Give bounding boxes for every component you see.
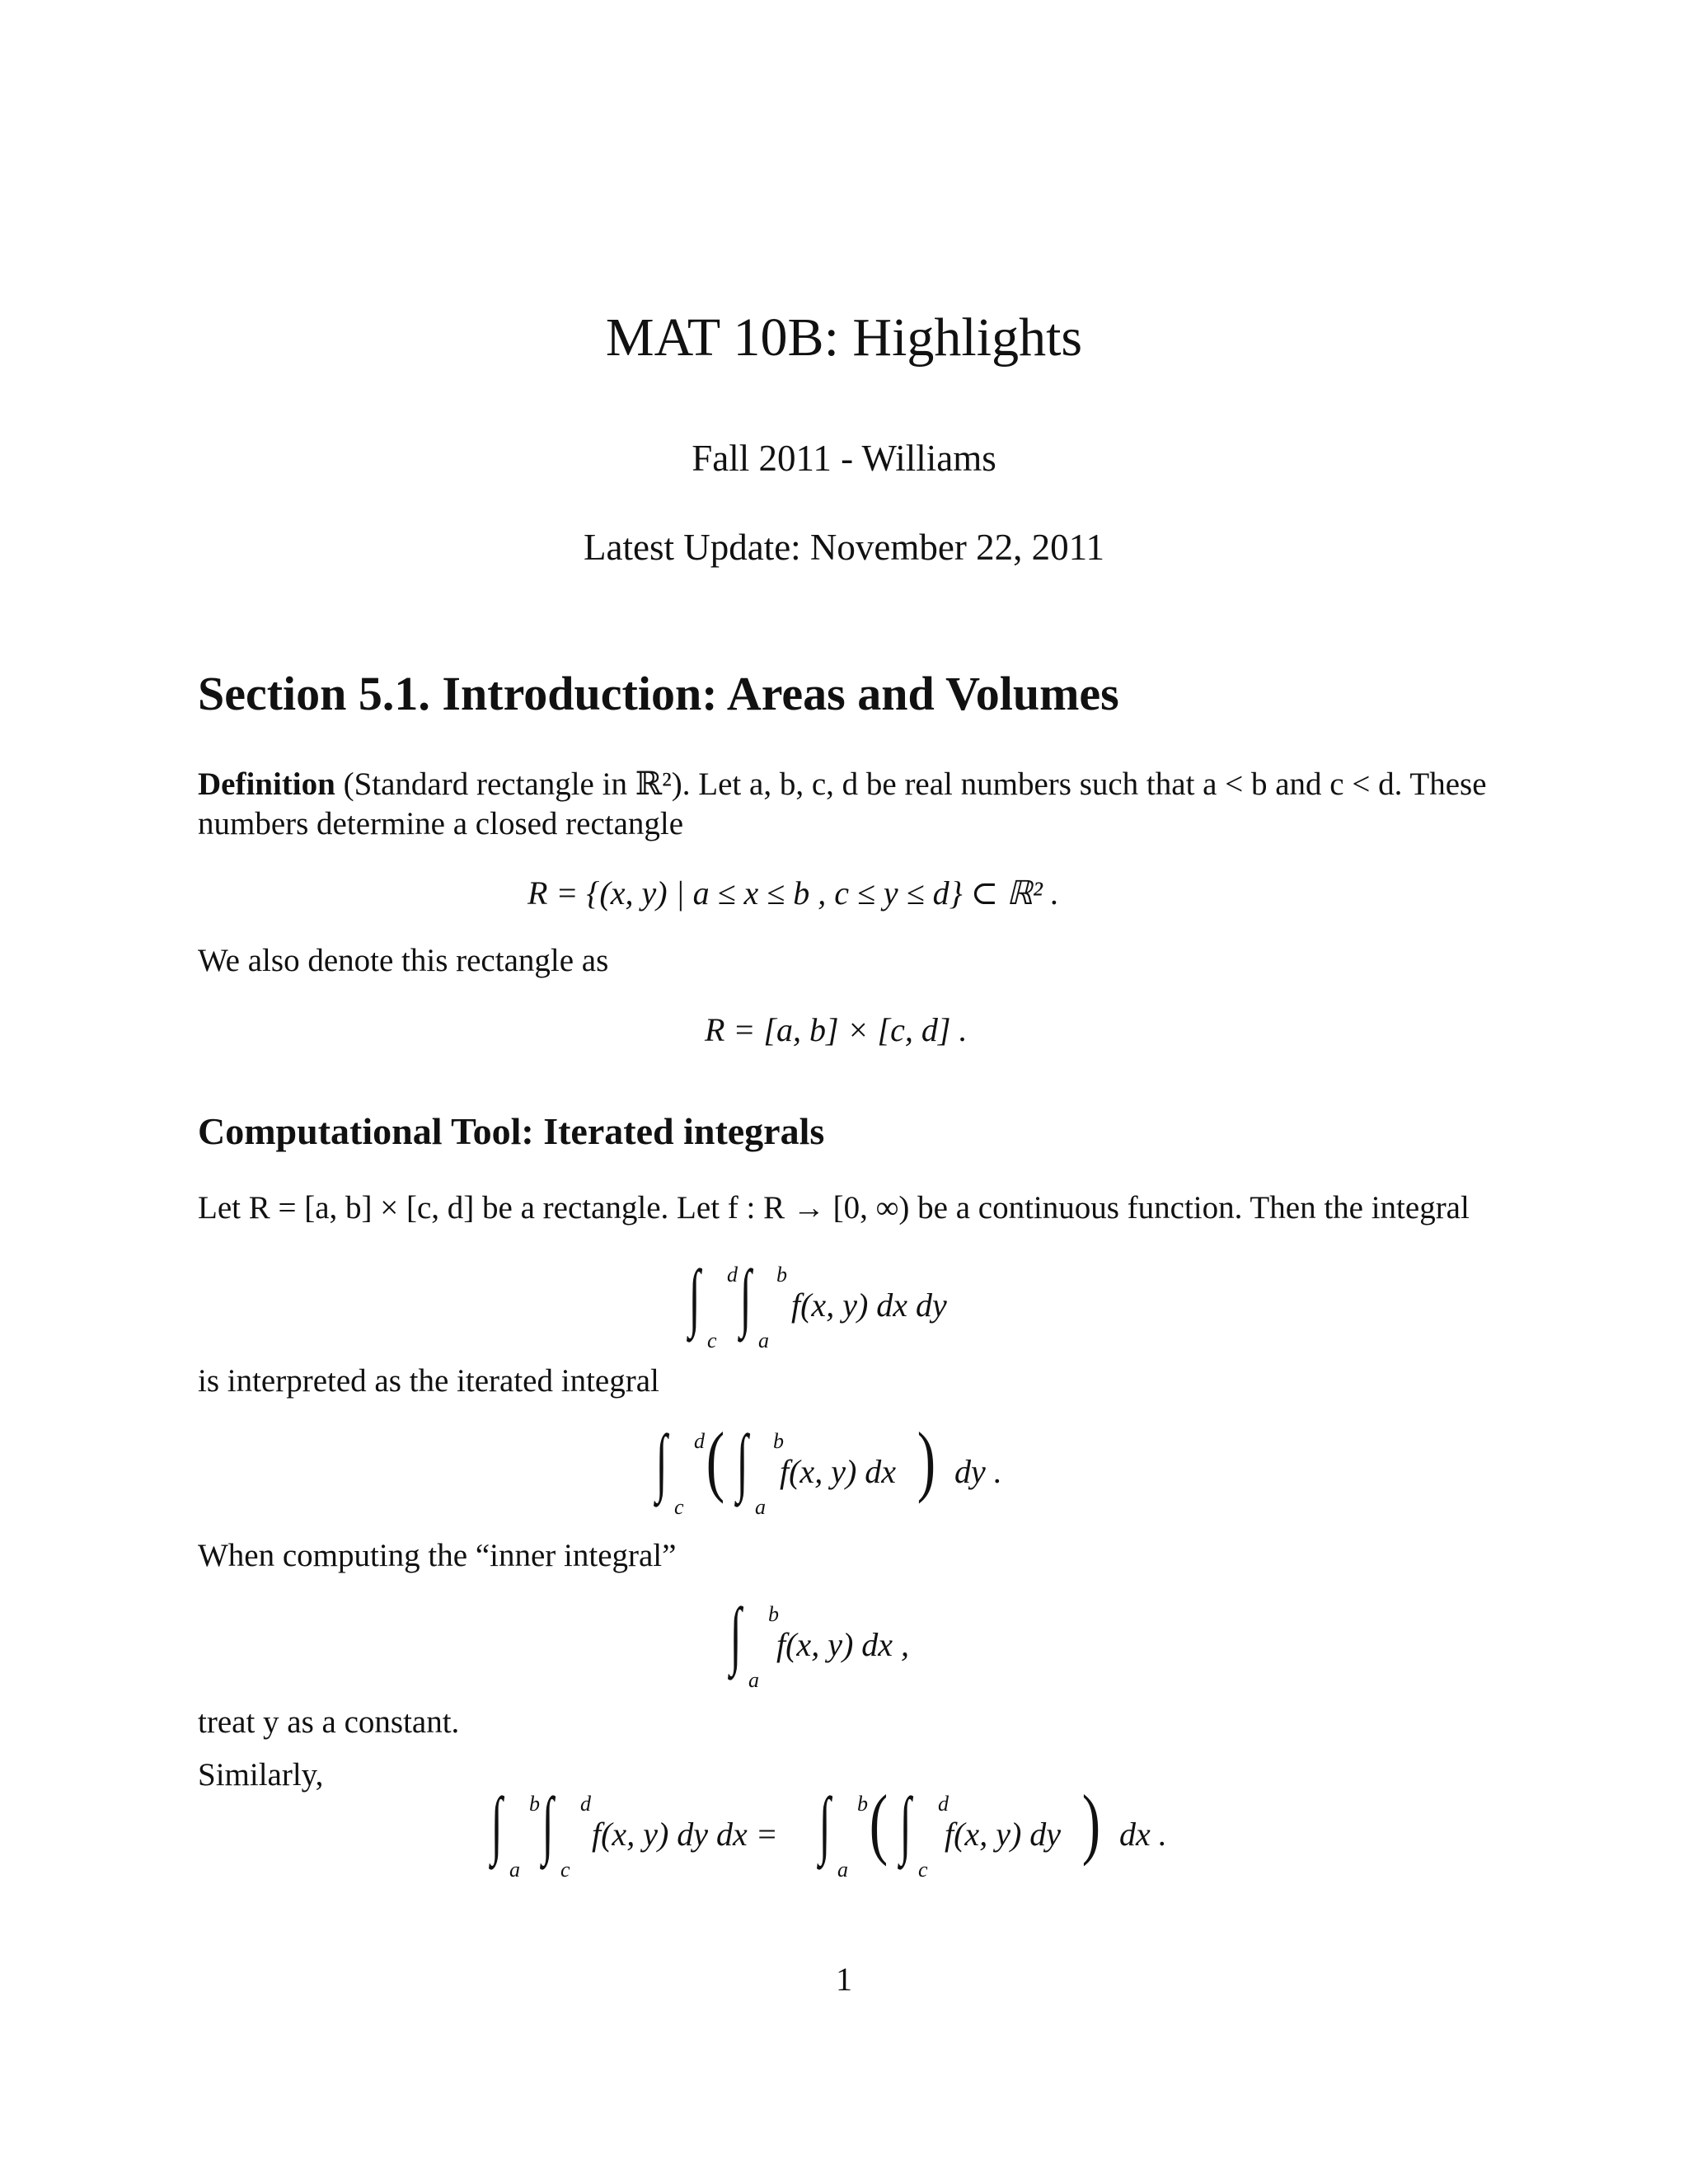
limit-upper: b xyxy=(776,1263,787,1286)
left-side: f(x, y) dy dx = xyxy=(592,1816,778,1853)
limit-upper: b xyxy=(773,1429,784,1453)
limit-lower: a xyxy=(509,1858,520,1882)
inner-integral-text: When computing the “inner integral” xyxy=(198,1538,677,1573)
limit-upper: d xyxy=(580,1792,591,1816)
definition-body: Let a, b, c, d be real numbers such that a < b and c < d. These numbers determine a closed rectangle xyxy=(198,766,1487,841)
limit-upper: d xyxy=(938,1792,949,1816)
limit-lower: a xyxy=(837,1858,848,1882)
integral-sign: ∫ xyxy=(899,1782,912,1866)
definition-paragraph xyxy=(198,765,1492,844)
limit-upper: d xyxy=(694,1429,705,1453)
left-paren: ( xyxy=(706,1416,725,1504)
treat-constant-text: treat y as a constant. xyxy=(198,1704,460,1740)
integrand: f(x, y) dx xyxy=(780,1453,897,1490)
equation-iterated-integral xyxy=(651,1418,1030,1525)
integral-sign: ∫ xyxy=(729,1592,742,1676)
outer-differential: dy . xyxy=(954,1453,1002,1490)
interpreted-text: is interpreted as the iterated integral xyxy=(198,1363,659,1399)
definition-note: (Standard rectangle in ℝ²). xyxy=(343,766,691,802)
iterated-intro: Let R = [a, b] × [c, d] be a rectangle. Let f : R → [0, ∞) be a continuous function. Then the integral xyxy=(198,1190,1470,1226)
left-paren: ( xyxy=(869,1779,889,1867)
similarly-text: Similarly, xyxy=(198,1757,324,1793)
limit-upper: b xyxy=(857,1792,868,1816)
integral-sign: ∫ xyxy=(736,1419,748,1503)
equation-double-integral xyxy=(684,1253,1030,1352)
limit-upper: d xyxy=(727,1263,738,1286)
integrand: f(x, y) dx , xyxy=(776,1626,910,1663)
equation-product: R = [a, b] × [c, d] . xyxy=(705,1011,968,1048)
outer-differential: dx . xyxy=(1119,1816,1167,1853)
page-number: 1 xyxy=(836,1961,852,1998)
limit-lower: a xyxy=(758,1329,769,1352)
limit-lower: a xyxy=(748,1668,759,1692)
equation-inner-integral xyxy=(725,1591,973,1698)
limit-upper: b xyxy=(768,1602,779,1626)
integral-sign: ∫ xyxy=(490,1782,503,1866)
term-line: Fall 2011 - Williams xyxy=(692,438,996,479)
limit-lower: c xyxy=(674,1495,684,1519)
document-title: MAT 10B: Highlights xyxy=(605,307,1083,368)
equation-similarly xyxy=(486,1780,1212,1896)
limit-lower: a xyxy=(755,1495,766,1519)
subsection-heading: Computational Tool: Iterated integrals xyxy=(198,1110,825,1152)
update-line: Latest Update: November 22, 2011 xyxy=(584,527,1104,568)
integral-sign: ∫ xyxy=(542,1782,554,1866)
right-paren: ) xyxy=(917,1416,936,1504)
section-heading: Section 5.1. Introduction: Areas and Volumes xyxy=(198,667,1119,720)
integral-sign: ∫ xyxy=(739,1254,752,1338)
equation-rectangle: R = {(x, y) | a ≤ x ≤ b , c ≤ y ≤ d} ⊂ ℝ² . xyxy=(528,874,1059,912)
integrand: f(x, y) dy xyxy=(945,1816,1062,1853)
integral-sign: ∫ xyxy=(655,1419,668,1503)
integral-sign: ∫ xyxy=(688,1254,701,1338)
denote-text: We also denote this rectangle as xyxy=(198,943,609,978)
limit-lower: c xyxy=(918,1858,928,1882)
right-paren: ) xyxy=(1081,1779,1101,1867)
limit-lower: c xyxy=(707,1329,717,1352)
limit-lower: c xyxy=(560,1858,570,1882)
integral-sign: ∫ xyxy=(818,1782,831,1866)
definition-label: Definition xyxy=(198,766,335,802)
integrand: f(x, y) dx dy xyxy=(791,1286,947,1324)
limit-upper: b xyxy=(529,1792,540,1816)
